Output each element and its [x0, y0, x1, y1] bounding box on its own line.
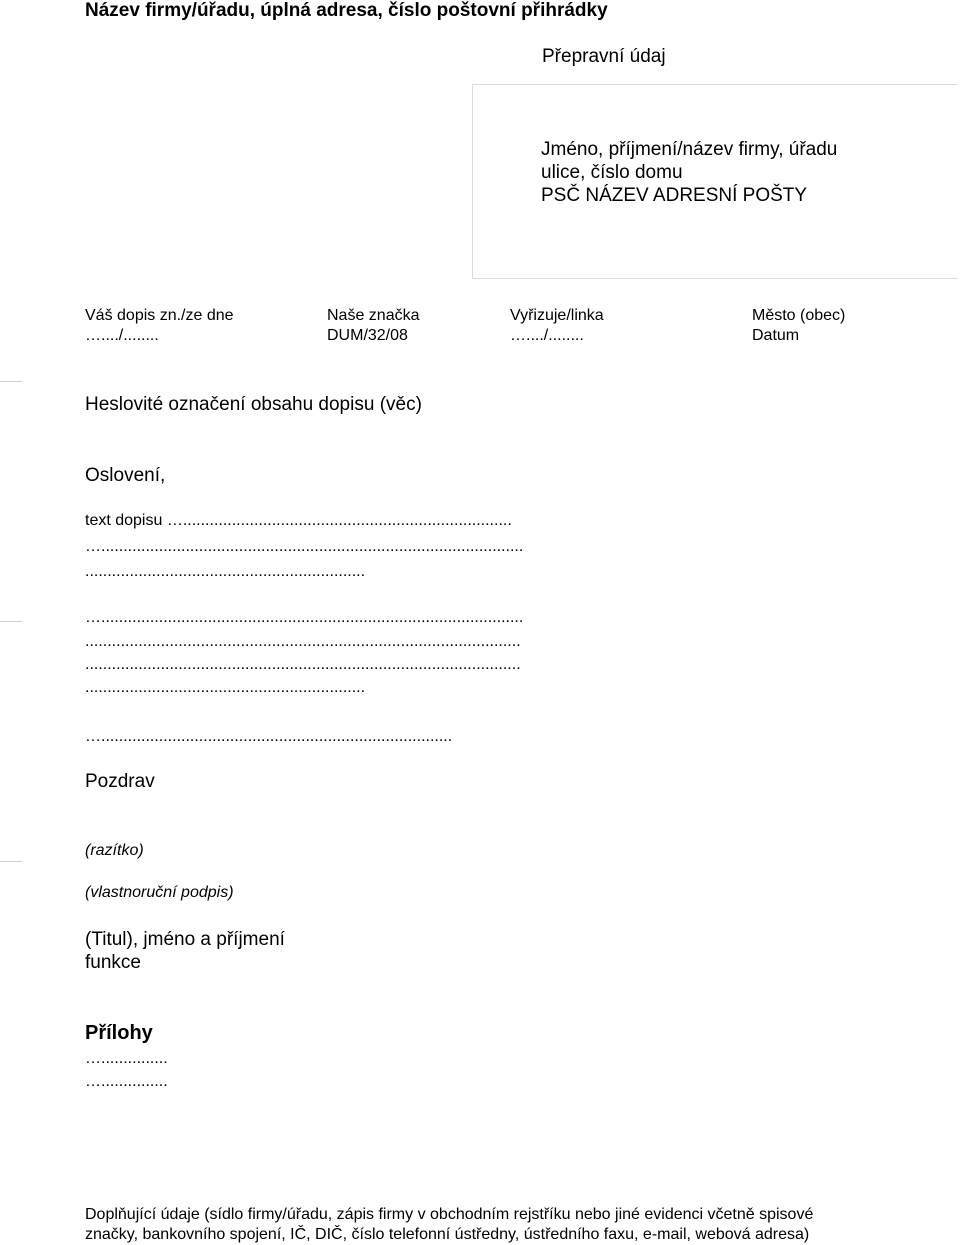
date-label: Datum — [752, 327, 800, 344]
attachment-item-1: …............... — [85, 1050, 168, 1067]
transport-label: Přepravní údaj — [542, 46, 666, 67]
body-line-3: ............................................................... — [85, 563, 366, 580]
handled-by-label: Vyřizuje/linka — [510, 307, 604, 324]
signer-name: (Titul), jméno a příjmení — [85, 929, 285, 950]
closing-greeting: Pozdrav — [85, 771, 155, 792]
handled-by-value: …..../........ — [510, 327, 584, 344]
footer-line-1: Doplňující údaje (sídlo firmy/úřadu, zápis firmy v obchodním rejstříku nebo jiné evidenci včetně spisové — [85, 1206, 814, 1223]
fold-mark-bottom — [0, 861, 22, 862]
body-line-6: .................................................................................................. — [85, 656, 521, 673]
our-mark-value: DUM/32/08 — [327, 327, 408, 344]
your-letter-label: Váš dopis zn./ze dne — [85, 307, 234, 324]
body-line-4: …............................................................................................... — [85, 609, 524, 626]
recipient-name: Jméno, příjmení/název firmy, úřadu — [541, 139, 838, 160]
punch-mark — [0, 621, 22, 622]
footer-additional-info — [85, 1205, 813, 1245]
salutation: Oslovení, — [85, 465, 166, 486]
our-mark-label: Naše značka — [327, 307, 420, 324]
footer-line-2: značky, bankovního spojení, IČ, DIČ, číslo telefonní ústředny, ústředního faxu, e-mail, webová adresa) — [85, 1226, 810, 1243]
body-line-1: text dopisu ….......................................................................... — [85, 512, 512, 529]
your-letter-value: …..../........ — [85, 327, 159, 344]
body-line-8: …............................................................................... — [85, 728, 453, 745]
signer-role: funkce — [85, 952, 141, 973]
body-line-2: …............................................................................................... — [85, 538, 524, 555]
attachment-item-2: …............... — [85, 1073, 168, 1090]
recipient-street: ulice, číslo domu — [541, 162, 683, 183]
recipient-postcode-city: PSČ NÁZEV ADRESNÍ POŠTY — [541, 185, 808, 206]
fold-mark-top — [0, 381, 22, 382]
sender-header: Název firmy/úřadu, úplná adresa, číslo poštovní přihrádky — [85, 0, 608, 21]
subject-line: Heslovité označení obsahu dopisu (věc) — [85, 394, 422, 415]
body-line-7: ............................................................... — [85, 679, 366, 696]
attachments-title: Přílohy — [85, 1022, 153, 1044]
body-line-5: .................................................................................................. — [85, 633, 521, 650]
stamp-placeholder: (razítko) — [85, 842, 144, 859]
signature-placeholder: (vlastnoruční podpis) — [85, 884, 234, 901]
city-label: Město (obec) — [752, 307, 846, 324]
